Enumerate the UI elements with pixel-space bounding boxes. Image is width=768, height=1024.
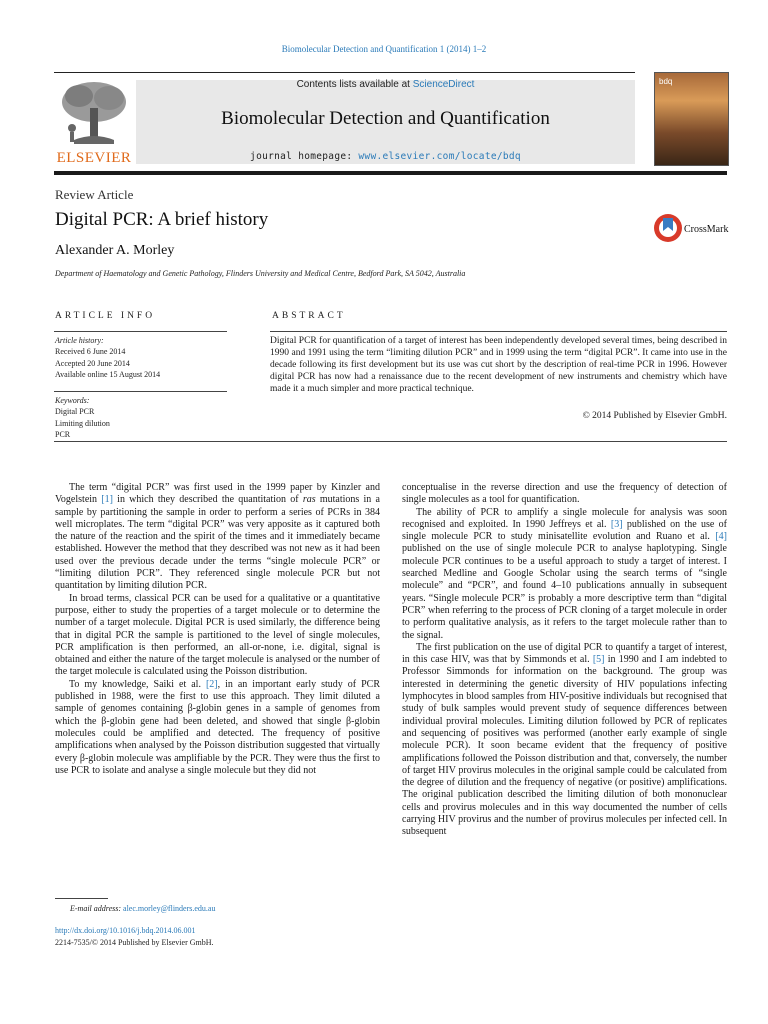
- article-info-heading: ARTICLE INFO: [55, 311, 156, 321]
- journal-cover-image[interactable]: [654, 72, 729, 166]
- abstract-text: Digital PCR for quantification of a target of interest has been independently developed several times, being described in 1990 and 1991 using the term “limiting dilution PCR” and in 1999 using the term “digital PCR”. It came into use in the decade following its first development but its use was cut short by the description of real-time PCR in 1996. However digital PCR has now had a renaissance due to the recent development of new instruments and chemistry which have made it a much simpler and more practical technique.: [270, 336, 727, 394]
- paragraph: In broad terms, classical PCR can be used for a qualitative or a quantitative purpose, either to study the properties of a target molecule or to determine the number of a target molecule. Digital PCR is used similarly, the difference being that in digital PCR the sample is partitioned to the level of single molecules, PCR amplification is then performed, an all-or-none, i.e. digital, signal is obtained and either the nature of the target molecule is analysed or the number of the target molecule is calculated using the Poisson distribution.: [55, 592, 380, 678]
- header-thick-rule: [54, 171, 727, 175]
- text: To my knowledge, Saiki et al.: [69, 678, 206, 690]
- paragraph: [55, 482, 380, 593]
- author-affiliation: Department of Haematology and Genetic Pathology, Flinders University and Medical Centre, Bedford Park, SA 5042, Australia: [55, 269, 466, 278]
- text: mutations in a sample by partitioning the sample in order to perform a series of PCRs in 384 well microplates. The term “digital PCR” was very apposite as it captured both the nature of the reaction and the spirit of the times and it immediately became established. However the method that they described was not new as it had been used over the previous decade under the terms “single molecule PCR” or “limiting dilution PCR”. They referenced single molecule PCR but not quantitation by limiting dilution PCR.: [55, 494, 380, 592]
- keyword: PCR: [55, 430, 71, 440]
- journal-homepage: [136, 151, 635, 162]
- author-email: [70, 904, 215, 913]
- reference-link[interactable]: [1]: [101, 494, 113, 506]
- text: The term “digital PCR” was first used in the 1999 paper by Kinzler and Vogelstein: [55, 482, 380, 506]
- journal-citation[interactable]: Biomolecular Detection and Quantification 1 (2014) 1–2: [281, 44, 487, 54]
- text: The first publication on the use of digital PCR to quantify a target of interest, in this case HIV, was that by Simmonds et al.: [402, 641, 727, 666]
- keyword: Limiting dilution: [55, 418, 110, 428]
- abstract-copyright: © 2014 Published by Elsevier GmbH.: [582, 411, 727, 421]
- abstract-heading: ABSTRACT: [272, 311, 346, 321]
- homepage-label: journal homepage:: [250, 151, 359, 162]
- reference-link[interactable]: [2]: [205, 678, 218, 690]
- sciencedirect-link[interactable]: ScienceDirect: [412, 79, 475, 90]
- homepage-link[interactable]: www.elsevier.com/locate/bdq: [358, 151, 521, 162]
- body-column-left: [55, 482, 380, 777]
- history-label: Article history:: [55, 336, 104, 345]
- accepted-date: Accepted 20 June 2014: [55, 358, 130, 368]
- elsevier-wordmark: ELSEVIER: [56, 150, 132, 166]
- keywords-rule: [54, 391, 227, 392]
- received-date: Received 6 June 2014: [55, 347, 126, 357]
- reference-link[interactable]: [4]: [715, 531, 727, 543]
- keywords: [55, 395, 227, 441]
- keywords-label: Keywords:: [55, 396, 90, 405]
- keyword: Digital PCR: [55, 407, 95, 417]
- text: published on the use of single molecule PCR to analyse haplotyping. Single molecule PCR continues to be a useful approach to study a target of interest. I searched Medline and Google Scholar using the search terms of “single molecule” and “PCR”, and found 4–10 publications annually in subsequent years. “Single molecule PCR” is probably a more descriptive term than “digital PCR” when referring to the process of PCR cloning of a target molecule in order to perform qualitative analysis, as it refers to the target molecule rather than to the signal.: [402, 543, 727, 641]
- crossmark-icon: [653, 213, 683, 243]
- paragraph: conceptualise in the reverse direction and use the frequency of detection of single molecules as a tool for quantification.: [402, 482, 727, 506]
- paragraph: [402, 642, 727, 839]
- text: The ability of PCR to amplify a single molecule for analysis was soon recognised and exploited. In 1990 Jeffreys et al.: [402, 506, 727, 530]
- reference-link[interactable]: [3]: [610, 518, 623, 530]
- section-rule: [54, 441, 727, 442]
- article-type: Review Article: [55, 187, 134, 202]
- body-column-right: [402, 482, 727, 839]
- text: in which they described the quantitation of: [112, 494, 303, 506]
- footnote-rule: [55, 898, 108, 899]
- email-label: E-mail address:: [70, 904, 124, 913]
- crossmark-label: CrossMark: [684, 224, 729, 235]
- text: , in an important early study of PCR published in 1988, were the first to use this approach. They limit diluted a sample of genomes containing β-globin genes in a sample of genomes from which the β-globin gene had been deleted, and showed that single β-globin molecules could be amplified and detected. The frequency of positive amplifications when analysed by the Poisson distribution suggested that virtually every β-globin molecule was amplifiable by the PCR. They were thus the first to use PCR to isolate and analyse a single molecule but they did not: [55, 678, 380, 776]
- abstract-rule: [270, 331, 727, 332]
- article-title: Digital PCR: A brief history: [55, 209, 269, 230]
- paragraph: [55, 679, 380, 777]
- text: in 1990 and I am indebted to Professor Simmonds for information on the background. The group was interested in determining the genetic diversity of HIV populations infecting lymphocytes in blood samples from HIV-positive individuals but recognised that study of bulk samples would prevent study of sequence differences between individual proviral molecules. Limiting dilution followed by PCR of replicates and sequencing of positives was performed (another early example of single molecule PCR). It soon became evident that the frequency of positive amplifications followed the Poisson distribution and that, conversely, the number of target HIV provirus molecules in the original sample could be calculated from the degree of dilution and the frequency of negative (or positive) amplifications. The original publication described the limiting dilution of both mononuclear cells and provirus molecules and in this way documented the number of cells carrying HIV provirus and the number of provirus molecules per infected cell. In subsequent: [402, 654, 727, 838]
- gene-name: ras: [302, 494, 316, 506]
- email-link[interactable]: alec.morley@flinders.edu.au: [123, 904, 216, 913]
- issn-copyright: 2214-7535/© 2014 Published by Elsevier GmbH.: [55, 938, 214, 947]
- reference-link[interactable]: [5]: [592, 654, 605, 666]
- journal-title: Biomolecular Detection and Quantification: [221, 108, 550, 129]
- cover-tag: bdq: [659, 77, 673, 86]
- contents-prefix: Contents lists available at: [296, 79, 413, 90]
- contents-line: [136, 79, 635, 90]
- article-history: [55, 335, 227, 381]
- online-date: Available online 15 August 2014: [55, 370, 161, 380]
- text: published on the use of single molecule PCR to study minisatellite evolution and Ruano et al.: [402, 518, 728, 543]
- article-author: Alexander A. Morley: [55, 243, 175, 258]
- paragraph: [402, 507, 727, 642]
- info-rule: [54, 331, 227, 332]
- doi-link[interactable]: http://dx.doi.org/10.1016/j.bdq.2014.06.001: [55, 926, 196, 935]
- header-rule: [54, 72, 635, 73]
